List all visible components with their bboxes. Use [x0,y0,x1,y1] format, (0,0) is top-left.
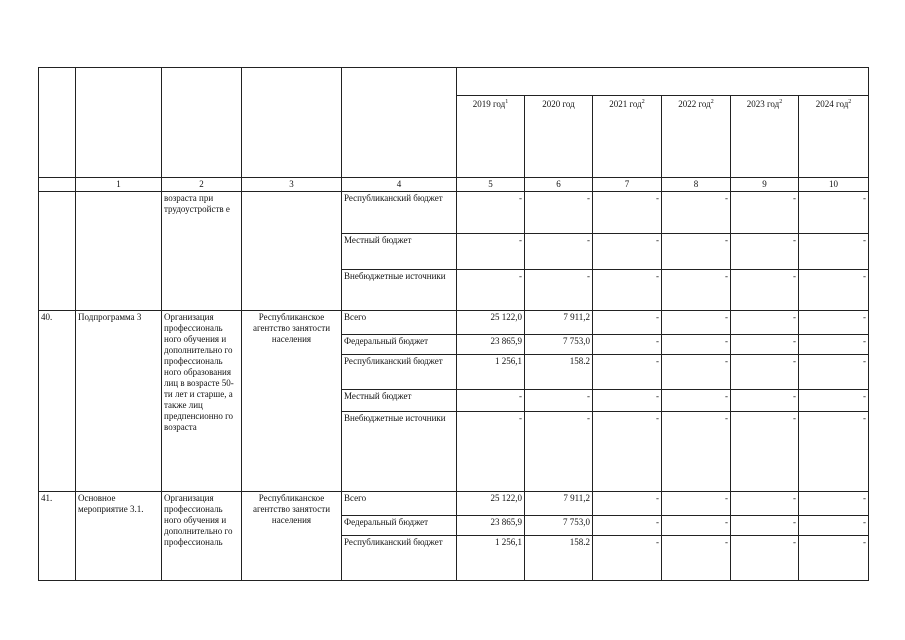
header-year-1 [457,96,525,178]
value-cell: - [525,270,593,311]
value-cell: 25 122,0 [457,492,525,516]
header-year-4 [662,96,731,178]
value-cell: - [662,412,731,492]
year-footnote-mark: 2 [710,99,714,105]
value-cell: - [593,516,662,536]
value-cell: - [593,192,662,234]
item-status: Основное мероприятие 3.1. [76,492,162,581]
funding-source: Республиканский бюджет [342,536,457,581]
value-cell: - [662,516,731,536]
value-cell: - [731,536,799,581]
funding-source: Федеральный бюджет [342,516,457,536]
value-cell: - [525,412,593,492]
value-cell: 23 865,9 [457,516,525,536]
year-label: 2022 год [678,99,711,109]
value-cell: - [731,270,799,311]
year-footnote-mark: 1 [505,99,509,105]
column-number: 5 [457,178,525,192]
column-number: 8 [662,178,731,192]
funding-source: Внебюджетные источники [342,412,457,492]
value-cell: - [731,412,799,492]
header-year-6 [799,96,869,178]
header-no [39,68,76,178]
table-row [39,192,869,234]
year-footnote-mark: 2 [641,99,645,105]
year-footnote-mark: 2 [779,99,783,105]
value-cell: - [457,390,525,412]
value-cell: - [731,335,799,355]
value-cell: 7 911,2 [525,492,593,516]
item-number [39,192,76,311]
year-label: 2020 год [542,99,575,109]
item-status [76,192,162,311]
value-cell: - [525,234,593,270]
value-cell: - [593,492,662,516]
column-number: 6 [525,178,593,192]
value-cell: - [525,390,593,412]
year-label: 2021 год [609,99,642,109]
table-row [39,492,869,516]
value-cell: - [799,355,869,390]
column-number: 4 [342,178,457,192]
column-numbers-row [39,178,869,192]
value-cell: - [731,492,799,516]
year-label: 2019 год [472,99,506,109]
value-cell: 1 256,1 [457,536,525,581]
funding-source: Республиканский бюджет [342,355,457,390]
value-cell: - [799,270,869,311]
value-cell: 1 256,1 [457,355,525,390]
value-cell: - [731,311,799,335]
header-year-2 [525,96,593,178]
value-cell: - [662,311,731,335]
value-cell: 23 865,9 [457,335,525,355]
item-name: Организация профессиональ ного обучения и дополнительно го профессиональ [162,492,242,581]
header-row [39,68,869,96]
value-cell: - [457,234,525,270]
column-number: 2 [162,178,242,192]
value-cell: - [799,335,869,355]
header-year-3 [593,96,662,178]
value-cell: - [457,412,525,492]
value-cell: - [662,355,731,390]
item-executor [242,192,342,311]
value-cell: - [457,270,525,311]
value-cell: - [593,311,662,335]
year-label: 2024 год [815,99,849,109]
value-cell: - [662,234,731,270]
column-number-blank [39,178,76,192]
value-cell: - [662,270,731,311]
column-number: 3 [242,178,342,192]
header-status [76,68,162,178]
value-cell: - [731,516,799,536]
value-cell: - [593,390,662,412]
value-cell: - [799,234,869,270]
header-source [342,68,457,178]
funding-source: Всего [342,492,457,516]
value-cell: 158.2 [525,355,593,390]
funding-source: Внебюджетные источники [342,270,457,311]
table-row [39,311,869,335]
item-name: Организация профессиональ ного обучения и дополнительно го профессиональ ного образования лиц в возрасте 50-ти лет и старше, а также лиц предпенсионно го возраста [162,311,242,492]
value-cell: 7 911,2 [525,311,593,335]
item-executor: Республиканское агентство занятости населения [242,311,342,492]
value-cell: 25 122,0 [457,311,525,335]
value-cell: 158.2 [525,536,593,581]
value-cell: - [457,192,525,234]
header-estimate [457,68,869,96]
value-cell: - [731,192,799,234]
value-cell: - [731,234,799,270]
value-cell: - [525,192,593,234]
header-year-5 [731,96,799,178]
value-cell: 7 753,0 [525,516,593,536]
value-cell: - [662,536,731,581]
expenditure-table [38,67,869,581]
value-cell: - [593,335,662,355]
value-cell: - [799,192,869,234]
year-footnote-mark: 2 [848,99,852,105]
column-number: 9 [731,178,799,192]
value-cell: - [593,355,662,390]
value-cell: - [593,270,662,311]
value-cell: - [662,192,731,234]
item-number: 41. [39,492,76,581]
column-number: 1 [76,178,162,192]
funding-source: Всего [342,311,457,335]
funding-source: Местный бюджет [342,234,457,270]
value-cell: - [662,335,731,355]
item-name: возраста при трудоустройств е [162,192,242,311]
value-cell: - [799,412,869,492]
value-cell: - [593,412,662,492]
funding-source: Местный бюджет [342,390,457,412]
value-cell: - [731,355,799,390]
header-executor [242,68,342,178]
value-cell: - [662,492,731,516]
value-cell: - [662,390,731,412]
value-cell: - [593,536,662,581]
item-status: Подпрограмма 3 [76,311,162,492]
column-number: 7 [593,178,662,192]
value-cell: 7 753,0 [525,335,593,355]
item-executor: Республиканское агентство занятости населения [242,492,342,581]
funding-source: Республиканский бюджет [342,192,457,234]
value-cell: - [593,234,662,270]
year-label: 2023 год [746,99,780,109]
item-number: 40. [39,311,76,492]
value-cell: - [799,536,869,581]
value-cell: - [799,492,869,516]
value-cell: - [799,516,869,536]
value-cell: - [799,390,869,412]
value-cell: - [799,311,869,335]
header-name [162,68,242,178]
funding-source: Федеральный бюджет [342,335,457,355]
column-number: 10 [799,178,869,192]
value-cell: - [731,390,799,412]
